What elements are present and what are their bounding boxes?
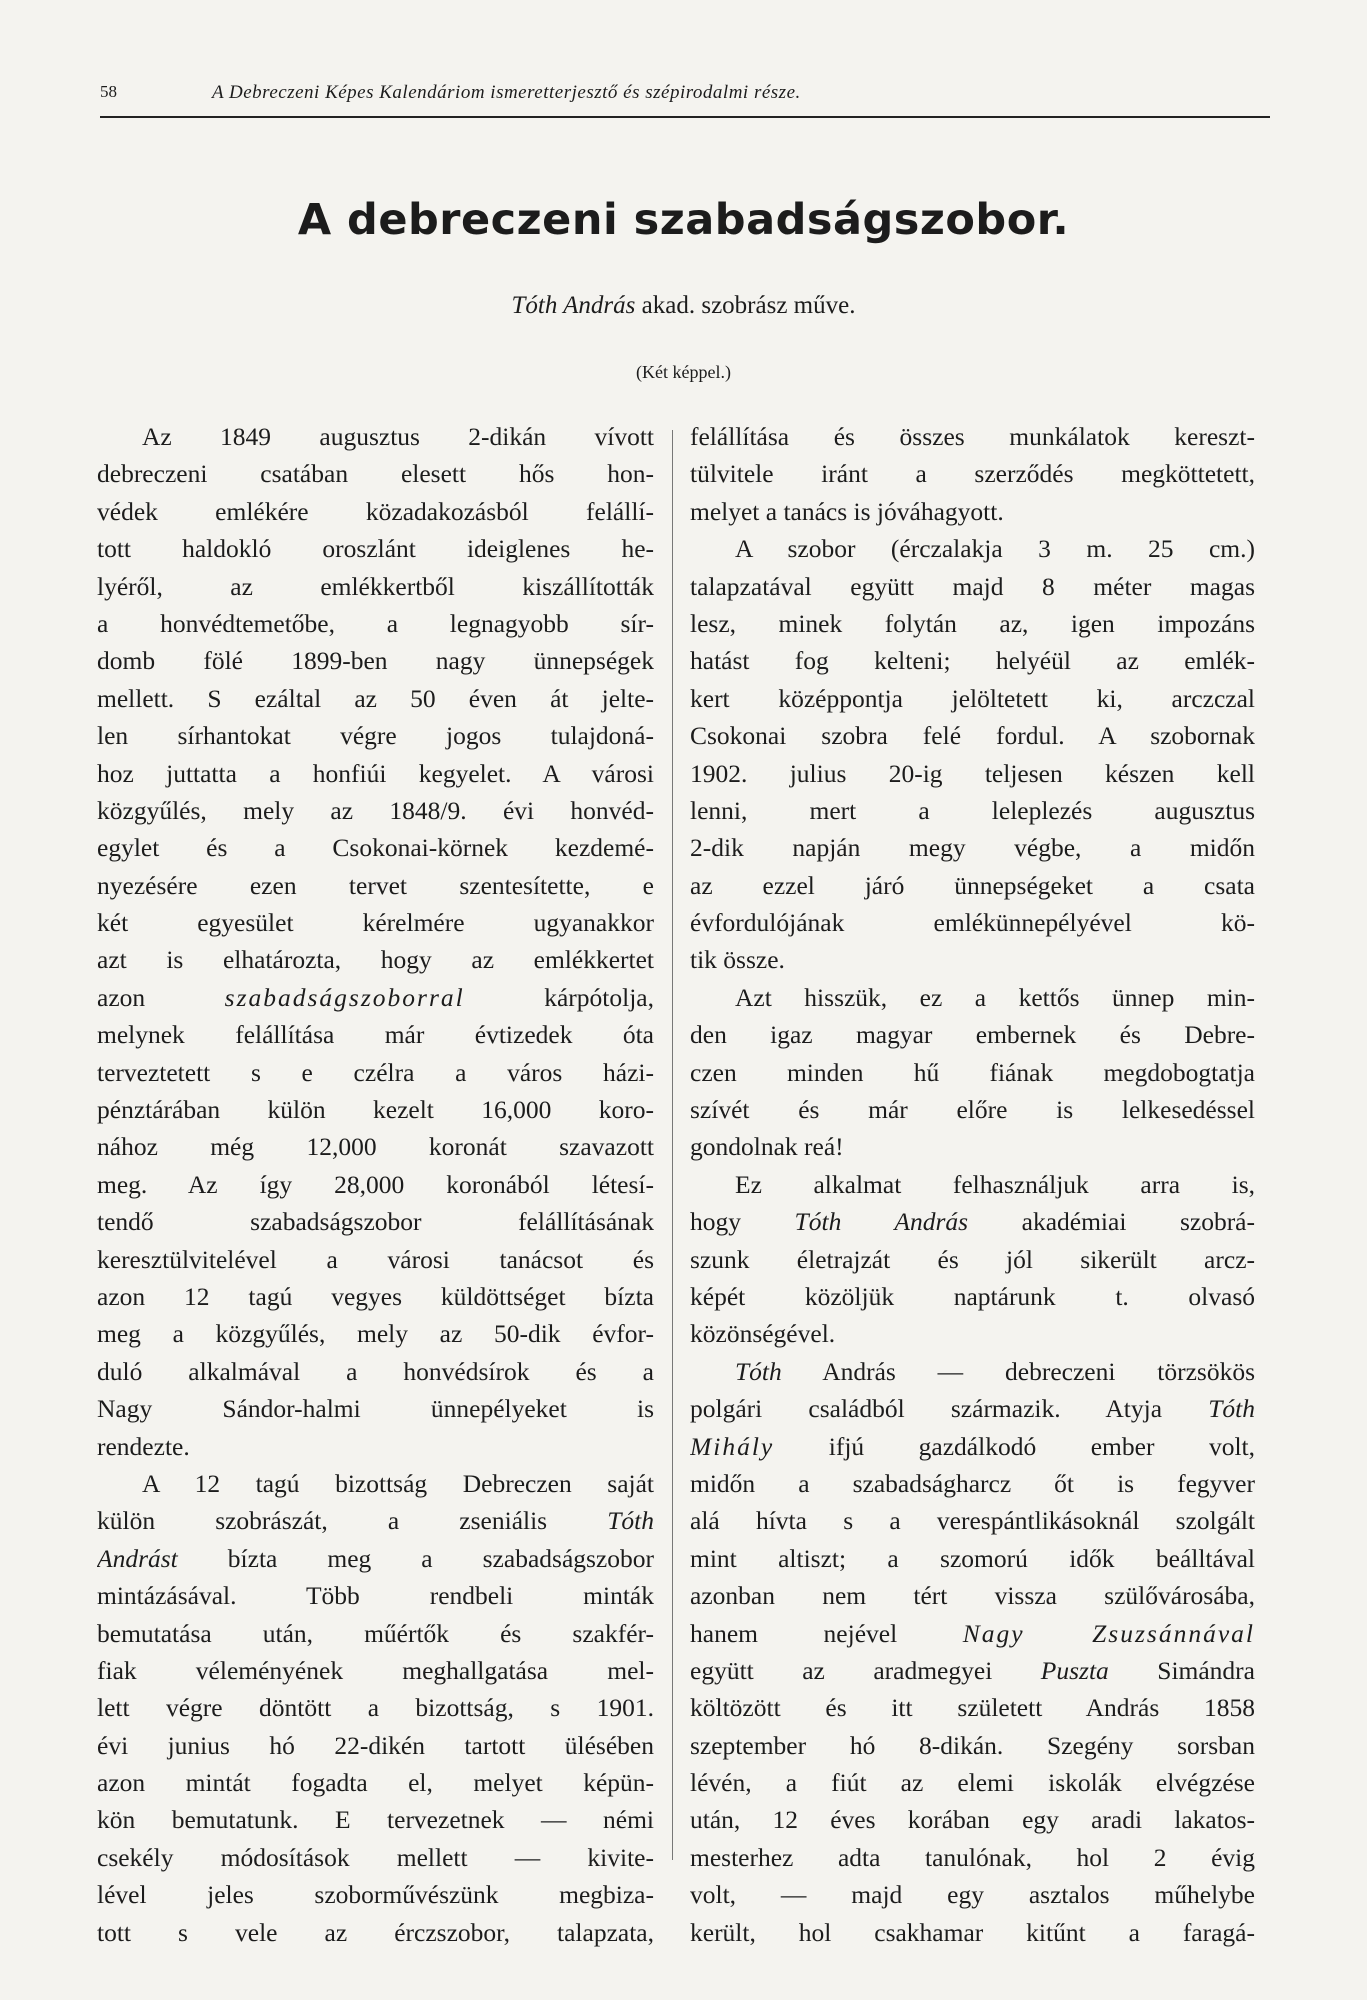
emphasis-text: Nagy Zsuzsánnával [962, 1618, 1255, 1648]
text-run: hogy [690, 1207, 795, 1237]
text-line: azonban nem tért vissza szülővárosába, [690, 1581, 1255, 1611]
text-line: egylet és a Csokonai-körnek kezdemé- [97, 833, 654, 863]
text-line: került, hol csakhamar kitűnt a faragá- [690, 1917, 1255, 1947]
text-line: tott s vele az érczszobor, talapzata, [97, 1917, 654, 1947]
emphasis-text: Tóth [607, 1506, 654, 1536]
text-line: az ezzel járó ünnepségeket a csata [690, 870, 1255, 900]
text-line: nyezésére ezen tervet szentesítette, e [97, 870, 654, 900]
emphasis-text: Mihály [690, 1431, 775, 1461]
text-line-mixed [97, 1502, 654, 1539]
text-line: Azt hisszük, ez a kettős ünnep min- [735, 982, 1255, 1012]
text-line: tik össze. [690, 945, 785, 975]
emphasis-text: Puszta [1040, 1655, 1109, 1685]
text-line: költözött és itt született András 1858 [690, 1693, 1255, 1723]
emphasis-text: Tóth András [794, 1207, 969, 1237]
text-line: nához még 12,000 koronát szavazott [97, 1132, 654, 1162]
emphasis-text: Andrást [97, 1543, 178, 1573]
text-line-mixed [690, 1428, 1255, 1465]
text-line: mint altiszt; a szomorú idők beálltával [690, 1543, 1255, 1573]
text-line: lenni, mert a leleplezés augusztus [690, 795, 1255, 825]
text-line: hatást fog kelteni; helyéül az emlék- [690, 646, 1255, 676]
text-line: A 12 tagú bizottság Debreczen saját [142, 1468, 654, 1498]
text-line: azon 12 tagú vegyes küldöttséget bízta [97, 1281, 654, 1311]
byline-text: akad. szobrász műve. [641, 292, 856, 319]
text-line: domb fölé 1899-ben nagy ünnepségek [97, 646, 654, 676]
text-run: külön szobrászát, a zseniális [97, 1506, 608, 1536]
text-line: szunk életrajzát és jól sikerült arcz- [690, 1244, 1255, 1274]
text-line: két egyesület kérelmére ugyanakkor [97, 908, 654, 938]
text-line: len sírhantokat végre jogos tulajdoná- [97, 721, 654, 751]
text-line-mixed [97, 979, 654, 1016]
text-line: a honvédtemetőbe, a legnagyobb sír- [97, 608, 654, 638]
emphasis-text: szabadságszoborral [224, 982, 465, 1012]
text-line: terveztetett s e czélra a város házi- [97, 1057, 654, 1087]
text-line: midőn a szabadságharcz őt is fegyver [690, 1468, 1255, 1498]
text-line: mesterhez adta tanulónak, hol 2 évig [690, 1842, 1255, 1872]
text-run: azon [97, 982, 225, 1012]
text-line: 2-dik napján megy végbe, a midőn [690, 833, 1255, 863]
byline [0, 292, 1367, 320]
column-divider [672, 430, 673, 1860]
text-line: lévén, a fiút az elemi iskolák elvégzése [690, 1768, 1255, 1798]
emphasis-text: Tóth [1208, 1394, 1255, 1424]
text-line: rendezte. [97, 1431, 190, 1461]
text-line: fiak véleményének meghallgatása mel- [97, 1655, 654, 1685]
text-line: meg. Az így 28,000 koronából létesí- [97, 1169, 654, 1199]
text-line: közönségével. [690, 1319, 836, 1349]
text-line: évfordulójának emlékünnepélyével kö- [690, 908, 1255, 938]
text-line: alá hívta s a verespántlikásoknál szolgált [690, 1506, 1255, 1536]
text-line: czen minden hű fiának megdobogtatja [690, 1057, 1255, 1087]
text-line: után, 12 éves korában egy aradi lakatos- [690, 1805, 1255, 1835]
text-line: kön bemutatunk. E tervezetnek — némi [97, 1805, 654, 1835]
text-run: hanem nejével [690, 1618, 963, 1648]
text-line: szeptember hó 8-dikán. Szegény sorsban [690, 1730, 1255, 1760]
text-line: talapzatával együtt majd 8 méter magas [690, 571, 1255, 601]
text-line: Ez alkalmat felhasználjuk arra is, [735, 1169, 1255, 1199]
text-line: pénztárában külön kezelt 16,000 koro- [97, 1095, 654, 1125]
text-line: lesz, minek folytán az, igen impozáns [690, 608, 1255, 638]
text-line: tott haldokló oroszlánt ideiglenes he- [97, 534, 654, 564]
text-line-mixed [690, 1652, 1255, 1689]
running-title: A Debreczeni Képes Kalendáriom ismeretterjesztő és szépirodalmi része. [212, 82, 801, 103]
text-line-mixed [690, 1353, 1255, 1390]
text-line: Csokonai szobra felé fordul. A szobornak [690, 721, 1255, 751]
text-run: ifjú gazdálkodó ember volt, [774, 1431, 1255, 1461]
page-number: 58 [100, 82, 117, 101]
left-column [97, 418, 654, 1951]
text-run: polgári családból származik. Atyja [690, 1394, 1209, 1424]
text-line: mintázásával. Több rendbeli minták [97, 1581, 654, 1611]
image-note: (Két képpel.) [636, 362, 731, 382]
text-line: debreczeni csatában elesett hős hon- [97, 459, 654, 489]
text-run: bízta meg a szabadságszobor [177, 1543, 654, 1573]
text-line: védek emlékére közadakozásból felállí- [97, 496, 654, 526]
text-line: közgyűlés, mely az 1848/9. évi honvéd- [97, 795, 654, 825]
text-line: lyéről, az emlékkertből kiszállították [97, 571, 654, 601]
text-line: duló alkalmával a honvédsírok és a [97, 1356, 654, 1386]
text-line: csekély módosítások mellett — kivite- [97, 1842, 654, 1872]
text-line: kert középpontja jelöltetett ki, arczczal [690, 683, 1255, 713]
text-run: Simándra [1108, 1655, 1255, 1685]
text-line: felállítása és összes munkálatok kereszt- [690, 422, 1255, 451]
text-line: volt, — majd egy asztalos műhelybe [690, 1880, 1255, 1910]
emphasis-text: Tóth [735, 1356, 782, 1386]
text-line: meg a közgyűlés, mely az 50-dik évfor- [97, 1319, 654, 1349]
text-line: Nagy Sándor-halmi ünnepélyeket is [97, 1394, 654, 1424]
text-line: szívét és már előre is lelkesedéssel [690, 1095, 1255, 1125]
text-line-mixed [690, 1615, 1255, 1652]
text-line: den igaz magyar embernek és Debre- [690, 1020, 1255, 1050]
text-line-mixed [690, 1390, 1255, 1427]
text-line: tülvitele iránt a szerződés megköttetett, [690, 459, 1255, 489]
text-line: azon mintát fogadta el, melyet képün- [97, 1768, 654, 1798]
text-line: mellett. S ezáltal az 50 éven át jelte- [97, 683, 654, 713]
text-run: akadémiai szobrá- [968, 1207, 1255, 1237]
text-line: hoz juttatta a honfiúi kegyelet. A városi [97, 758, 654, 788]
right-column [690, 418, 1255, 1951]
byline-author: Tóth András [511, 292, 636, 319]
text-line: képét közöljük naptárunk t. olvasó [690, 1281, 1255, 1311]
text-line: évi junius hó 22-dikén tartott ülésében [97, 1730, 654, 1760]
text-line: lett végre döntött a bizottság, s 1901. [97, 1693, 654, 1723]
text-line: lével jeles szoborművészünk megbiza- [97, 1880, 654, 1910]
text-line-mixed [690, 1203, 1255, 1240]
text-line: gondolnak reá! [690, 1132, 844, 1162]
text-line: tendő szabadságszobor felállításának [97, 1207, 654, 1237]
text-line: A szobor (érczalakja 3 m. 25 cm.) [735, 534, 1255, 564]
text-line: melynek felállítása már évtizedek óta [97, 1020, 654, 1050]
text-run: kárpótolja, [464, 982, 654, 1012]
text-line: bemutatása után, műértők és szakfér- [97, 1618, 654, 1648]
text-line: keresztülvitelével a városi tanácsot és [97, 1244, 654, 1274]
text-run: András — debreczeni törzsökös [781, 1356, 1255, 1386]
text-line: melyet a tanács is jóváhagyott. [690, 496, 1004, 526]
text-line-mixed [97, 1540, 654, 1577]
text-line: 1902. julius 20-ig teljesen készen kell [690, 758, 1255, 788]
text-line: azt is elhatározta, hogy az emlékkertet [97, 945, 654, 975]
running-head [100, 82, 1270, 118]
text-run: együtt az aradmegyei [690, 1655, 1041, 1685]
article-title: A debreczeni szabadságszobor. [297, 195, 1070, 245]
text-line: Az 1849 augusztus 2-dikán vívott [142, 422, 654, 451]
